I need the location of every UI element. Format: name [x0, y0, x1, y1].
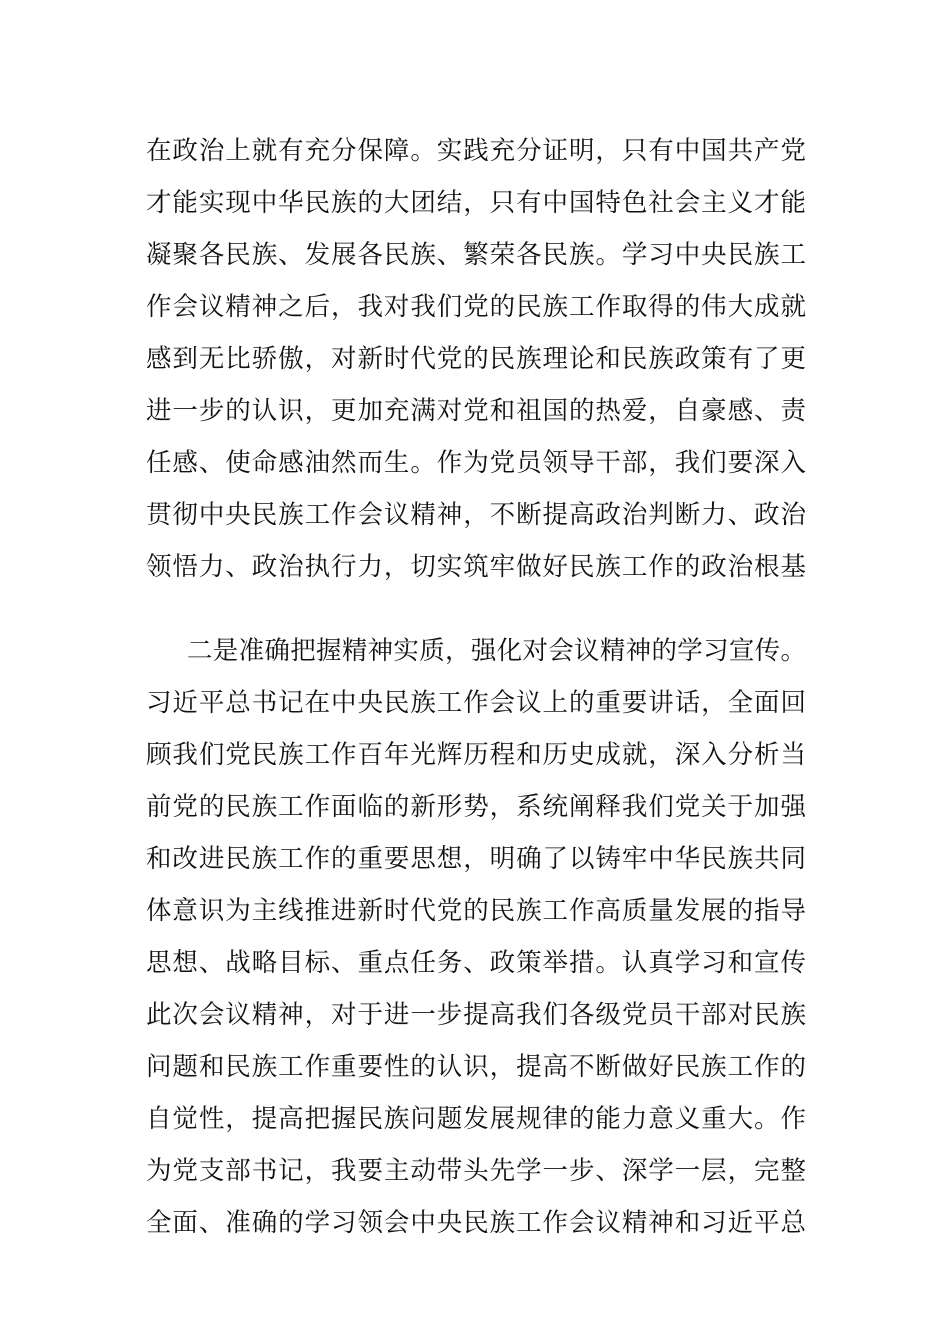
text-line: 习近平总书记在中央民族工作会议上的重要讲话，全面回	[146, 688, 806, 718]
text-line: 在政治上就有充分保障。实践充分证明，只有中国共产党	[146, 136, 806, 166]
text-line: 二是准确把握精神实质，强化对会议精神的学习宣传。	[187, 636, 806, 666]
text-line: 问题和民族工作重要性的认识，提高不断做好民族工作的	[146, 1052, 806, 1082]
text-line: 任感、使命感油然而生。作为党员领导干部，我们要深入	[146, 448, 806, 478]
text-line: 前党的民族工作面临的新形势，系统阐释我们党关于加强	[146, 792, 806, 822]
text-line: 进一步的认识，更加充满对党和祖国的热爱，自豪感、责	[146, 396, 806, 426]
text-line: 此次会议精神，对于进一步提高我们各级党员干部对民族	[146, 1000, 806, 1030]
text-line: 和改进民族工作的重要思想，明确了以铸牢中华民族共同	[146, 844, 806, 874]
text-line: 为党支部书记，我要主动带头先学一步、深学一层，完整	[146, 1156, 806, 1186]
text-line: 贯彻中央民族工作会议精神，不断提高政治判断力、政治	[146, 500, 806, 530]
text-line: 全面、准确的学习领会中央民族工作会议精神和习近平总	[146, 1208, 806, 1238]
text-line: 思想、战略目标、重点任务、政策举措。认真学习和宣传	[146, 948, 806, 978]
text-line: 才能实现中华民族的大团结，只有中国特色社会主义才能	[146, 188, 806, 218]
text-line: 作会议精神之后，我对我们党的民族工作取得的伟大成就	[146, 292, 806, 322]
text-line: 体意识为主线推进新时代党的民族工作高质量发展的指导	[146, 896, 806, 926]
text-line: 感到无比骄傲，对新时代党的民族理论和民族政策有了更	[146, 344, 806, 374]
text-line: 凝聚各民族、发展各民族、繁荣各民族。学习中央民族工	[146, 240, 806, 270]
text-line: 自觉性，提高把握民族问题发展规律的能力意义重大。作	[146, 1104, 806, 1134]
text-line: 领悟力、政治执行力，切实筑牢做好民族工作的政治根基	[146, 552, 806, 582]
text-line: 顾我们党民族工作百年光辉历程和历史成就，深入分析当	[146, 740, 806, 770]
